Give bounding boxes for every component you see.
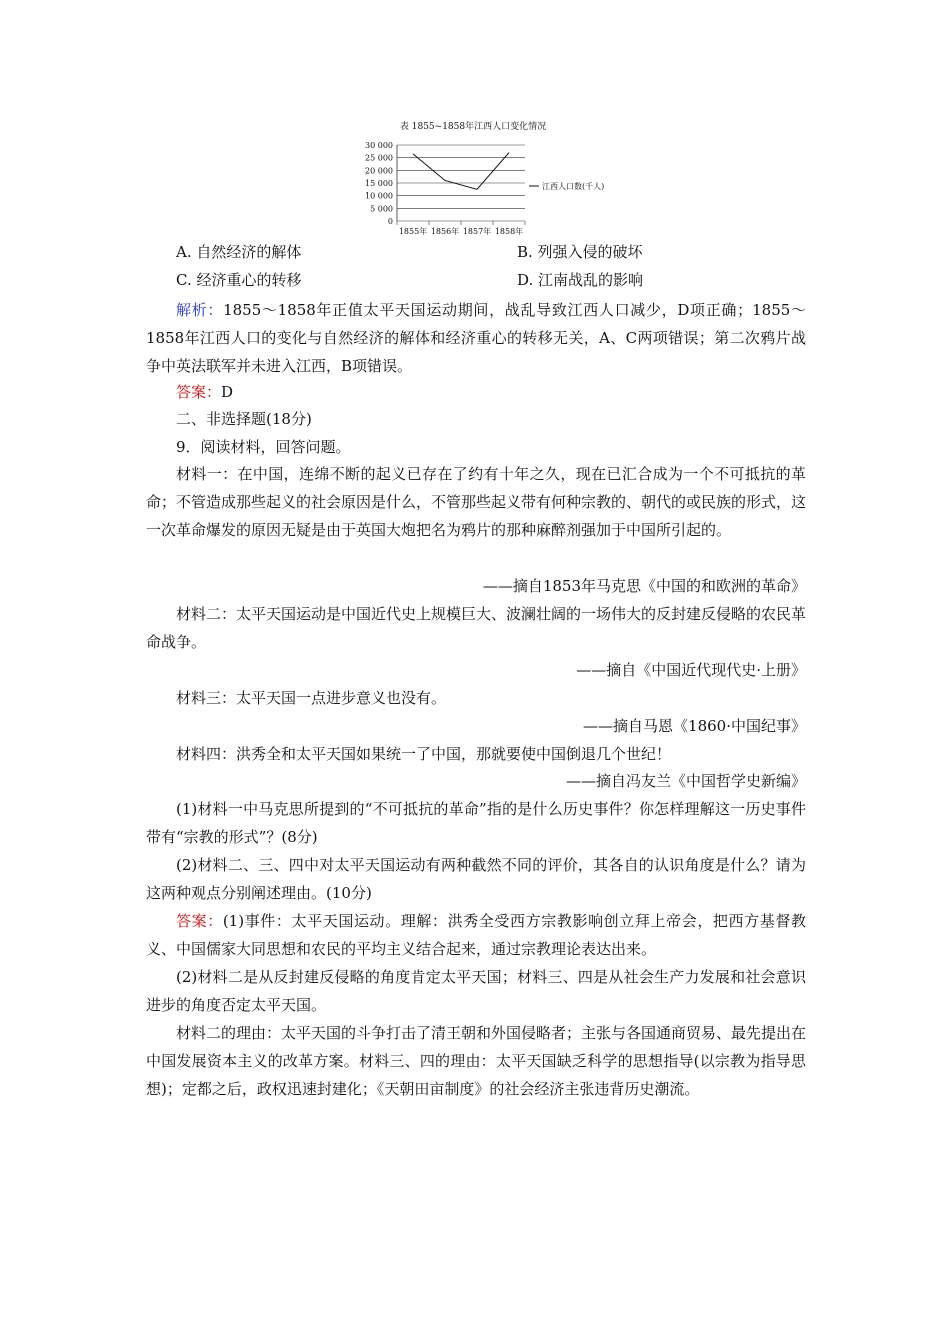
y-tick-label: 0 xyxy=(387,217,393,226)
x-tick-label: 1857年 xyxy=(462,227,492,236)
chart-title: 表 1855~1858年江西人口变化情况 xyxy=(399,122,547,132)
sub-question-1: (1)材料一中马克思所提到的“不可抵抗的革命”指的是什么历史事件？你怎样理解这一历史事件带有“宗教的形式”？(8分) xyxy=(146,800,806,846)
answer-line xyxy=(176,378,836,406)
y-tick-label: 10 000 xyxy=(365,191,393,201)
x-tick-label: 1858年 xyxy=(494,227,524,236)
series-line xyxy=(413,153,509,190)
sub-question-2: (2)材料二、三、四中对太平天国运动有两种截然不同的评价，其各自的认识角度是什么？请为这两种观点分别阐述理由。(10分) xyxy=(146,856,806,902)
material-2-source: ——摘自《中国近代现代史·上册》 xyxy=(576,661,806,679)
legend-label: 江西人口数(千人) xyxy=(542,182,605,191)
answer-9-label: 答案： xyxy=(176,912,223,930)
option-d: D. 江南战乱的影响 xyxy=(517,271,644,289)
analysis-text: 1855～1858年正值太平天国运动期间，战乱导致江西人口减少，D项正确；1855～1858年江西人口的变化与自然经济的解体和经济重心的转移无关，A、C两项错误；第二次鸦片战争中英法联军并未进入江西，B项错误。 xyxy=(146,301,806,375)
answer-9-part-1 xyxy=(146,907,806,963)
analysis-label: 解析： xyxy=(176,301,224,319)
question-9-title: 9．阅读材料，回答问题。 xyxy=(176,438,351,456)
y-tick-label: 30 000 xyxy=(365,141,393,150)
y-tick-label: 25 000 xyxy=(365,153,393,163)
answer-9-text-1: (1)事件：太平天国运动。理解：洪秀全受西方宗教影响创立拜上帝会，把西方基督教义、中国儒家大同思想和农民的平均主义结合起来，通过宗教理论表达出来。 xyxy=(146,912,806,958)
population-chart xyxy=(355,118,635,240)
analysis-paragraph xyxy=(146,296,806,380)
option-a: A. 自然经济的解体 xyxy=(176,243,302,261)
material-3-source: ——摘自马恩《1860·中国纪事》 xyxy=(583,717,806,735)
material-1-source: ——摘自1853年马克思《中国的和欧洲的革命》 xyxy=(482,577,806,595)
material-2: 材料二：太平天国运动是中国近代史上规模巨大、波澜壮阔的一场伟大的反封建反侵略的农民革命战争。 xyxy=(146,605,807,651)
answer-text: D xyxy=(221,383,234,401)
y-tick-label: 5 000 xyxy=(370,204,393,214)
x-tick-label: 1855年 xyxy=(398,227,428,236)
y-tick-label: 15 000 xyxy=(365,179,393,188)
material-4: 材料四：洪秀全和太平天国如果统一了中国，那就要使中国倒退几个世纪！ xyxy=(176,745,672,763)
material-4-source: ——摘自冯友兰《中国哲学史新编》 xyxy=(565,772,806,790)
material-3: 材料三：太平天国一点进步意义也没有。 xyxy=(176,689,447,707)
x-tick-label: 1856年 xyxy=(430,227,460,236)
answer-9-part-2: (2)材料二是从反封建反侵略的角度肯定太平天国；材料三、四是从社会生产力发展和社会意识进步的角度否定太平天国。 xyxy=(146,968,806,1014)
option-c: C. 经济重心的转移 xyxy=(176,271,302,289)
material-1: 材料一：在中国，连绵不断的起义已存在了约有十年之久，现在已汇合成为一个不可抵抗的革命；不管造成那些起义的社会原因是什么，不管那些起义带有何种宗教的、朝代的或民族的形式，这一次革命爆发的原因无疑是由于英国大炮把名为鸦片的那种麻醉剂强加于中国所引起的。 xyxy=(146,465,807,539)
y-tick-label: 20 000 xyxy=(365,166,393,176)
answer-9-part-3: 材料二的理由：太平天国的斗争打击了清王朝和外国侵略者；主张与各国通商贸易、最先提出在中国发展资本主义的改革方案。材料三、四的理由：太平天国缺乏科学的思想指导(以宗教为指导思想)；定都之后，政权迅速封建化；《天朝田亩制度》的社会经济主张违背历史潮流。 xyxy=(146,1024,807,1098)
option-b: B. 列强入侵的破坏 xyxy=(517,243,643,261)
section-title: 二、非选择题(18分) xyxy=(176,410,312,428)
answer-label: 答案： xyxy=(176,383,222,401)
